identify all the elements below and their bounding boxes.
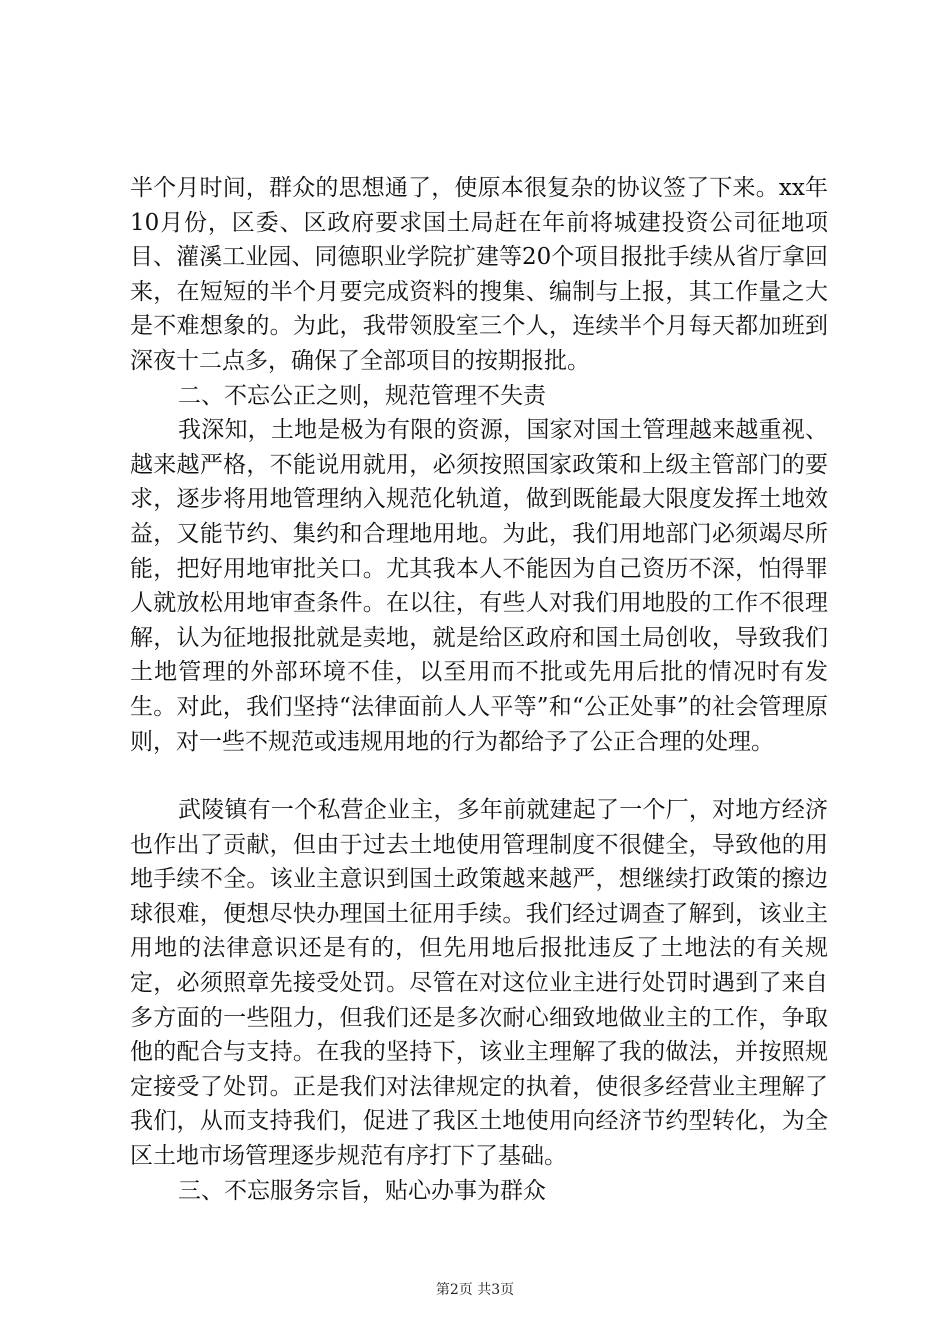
paragraph-continuation: 半个月时间，群众的思想通了，使原本很复杂的协议签了下来。xx年10月份，区委、区政府要求国土局赶在年前将城建投资公司征地项目、灌溪工业园、同德职业学院扩建等20个项目报批手续从省厅拿回来，在短短的半个月要完成资料的搜集、编制与上报，其工作量之大是不难想象的。为此，我带领股室三个人，连续半个月每天都加班到深夜十二点多，确保了全部项目的按期报批。 (130, 175, 828, 374)
document-body (130, 171, 828, 1208)
paragraph-wuling-case: 武陵镇有一个私营企业主，多年前就建起了一个厂，对地方经济也作出了贡献，但由于过去土地使用管理制度不很健全，导致他的用地手续不全。该业主意识到国土政策越来越严，想继续打政策的擦边球很难，便想尽快办理国土征用手续。我们经过调查了解到，该业主用地的法律意识还是有的，但先用地后报批违反了土地法的有关规定，必须照章先接受处罚。尽管在对这位业主进行处罚时遇到了来自多方面的一些阻力，但我们还是多次耐心细致地做业主的工作，争取他的配合与支持。在我的坚持下，该业主理解了我的做法，并按照规定接受了处罚。正是我们对法律规定的执着，使很多经营业主理解了我们，从而支持我们，促进了我区土地使用向经济节约型转化，为全区土地市场管理逐步规范有序打下了基础。 (130, 797, 828, 1170)
paragraph-spacer (130, 759, 828, 793)
paragraph-land-management: 我深知，土地是极为有限的资源，国家对国土管理越来越重视、越来越严格，不能说用就用，必须按照国家政策和上级主管部门的要求，逐步将用地管理纳入规范化轨道，做到既能最大限度发挥土地效益，又能节约、集约和合理地用地。为此，我们用地部门必须竭尽所能，把好用地审批关口。尤其我本人不能因为自己资历不深，怕得罪人就放松用地审查条件。在以往，有些人对我们用地股的工作不很理解，认为征地报批就是卖地，就是给区政府和国土局创收，导致我们土地管理的外部环境不佳，以至用而不批或先用后批的情况时有发生。对此，我们坚持“法律面前人人平等”和“公正处事”的社会管理原则，对一些不规范或违规用地的行为都给予了公正合理的处理。 (130, 417, 828, 755)
section-heading-two: 二、不忘公正之则，规范管理不失责 (178, 382, 546, 409)
section-heading-three: 三、不忘服务宗旨，贴心办事为群众 (178, 1177, 546, 1204)
page-number-footer: 第2页 共3页 (435, 1282, 515, 1298)
